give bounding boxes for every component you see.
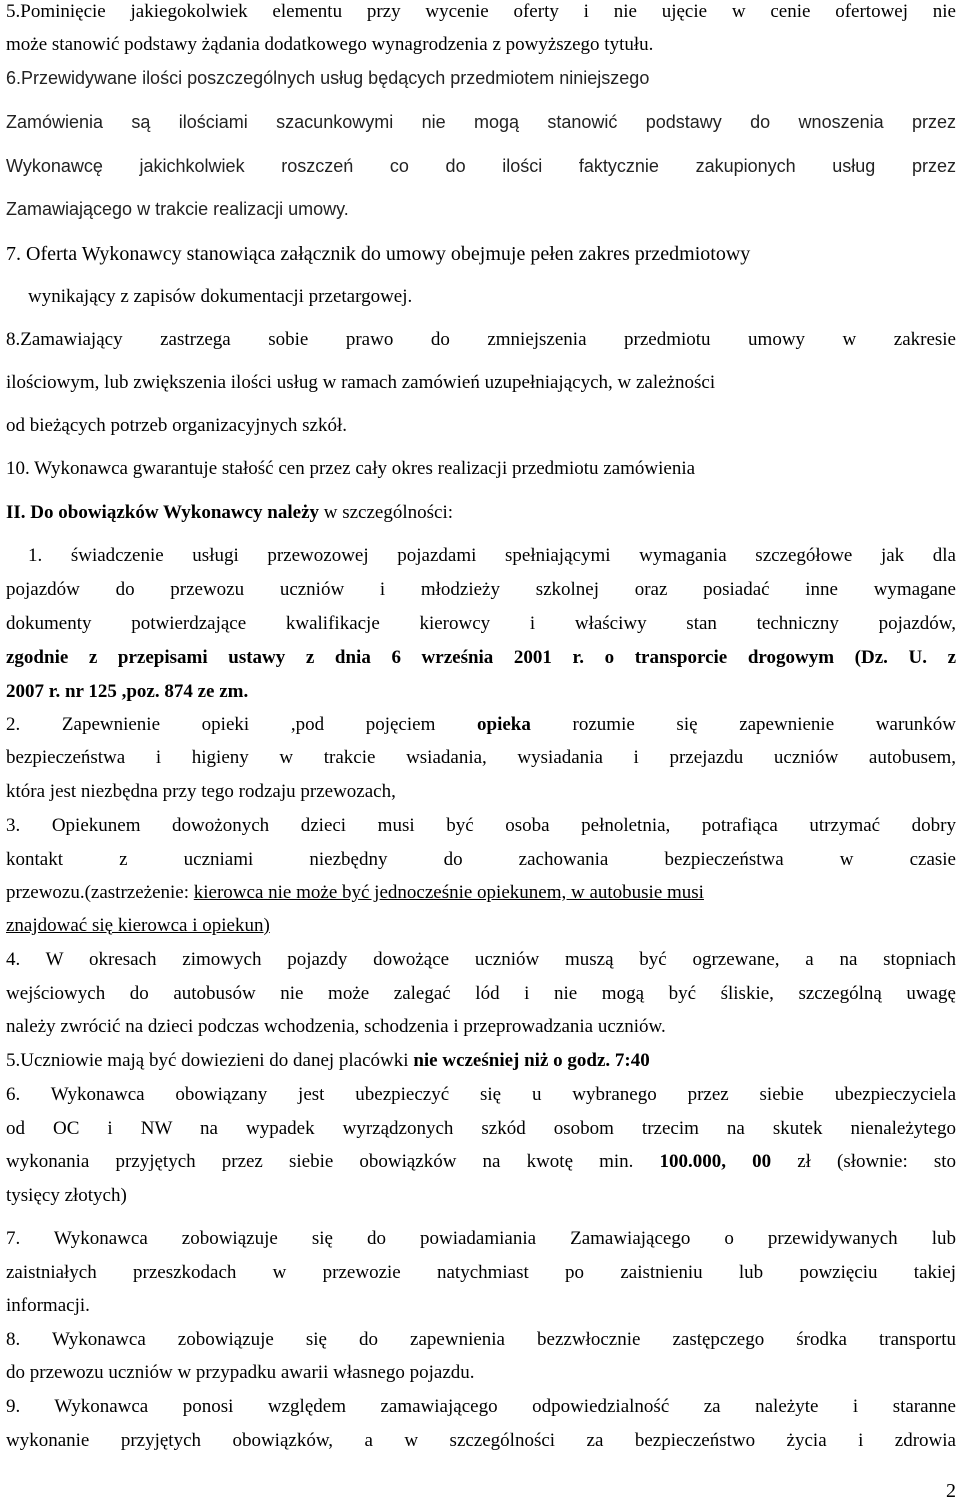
text-line: do przewozu uczniów w przypadku awarii własnego pojazdu. — [6, 1362, 475, 1383]
text-span-underlined: kierowca nie może być jednocześnie opiekunem, w autobusie musi — [193, 882, 704, 903]
text-span-bold: opieka — [477, 714, 531, 735]
text-line: 3. Opiekunem dowożonych dzieci musi być osoba pełnoletnia, potrafiąca utrzymać dobry — [6, 815, 956, 836]
text-span: rozumie się zapewnienie warunków — [530, 714, 956, 735]
text-line: która jest niezbędna przy tego rodzaju przewozach, — [6, 781, 396, 802]
text-line: wykonanie przyjętych obowiązków, a w szczególności za bezpieczeństwo życia i zdrowia — [6, 1430, 956, 1451]
text-line — [6, 881, 956, 905]
text-line: od bieżących potrzeb organizacyjnych szkół. — [6, 415, 347, 436]
text-span-bold: 100.000, 00 — [659, 1151, 772, 1172]
text-line: 1. świadczenie usługi przewozowej pojazdami spełniającymi wymagania szczegółowe jak dla — [28, 545, 956, 566]
text-line: 6.Przewidywane ilości poszczególnych usług będących przedmiotem niniejszego — [6, 68, 650, 88]
text-line: 8.Zamawiający zastrzega sobie prawo do zmniejszenia przedmiotu umowy w zakresie — [6, 329, 956, 350]
text-line: tysięcy złotych) — [6, 1185, 127, 1206]
section-heading-bold: II. Do obowiązków Wykonawcy należy — [6, 502, 319, 523]
text-line: 2007 r. nr 125 ,poz. 874 ze zm. — [6, 681, 249, 702]
text-span: przewozu.(zastrzeżenie: — [6, 882, 194, 903]
text-line: 5.Pominięcie jakiegokolwiek elementu przy wycenie oferty i nie ujęcie w cenie ofertowej nie — [6, 1, 956, 22]
text-line — [6, 713, 956, 737]
text-span-bold: nie wcześniej niż o godz. 7:40 — [413, 1050, 650, 1071]
text-line: 8. Wykonawca zobowiązuje się do zapewnienia bezzwłocznie zastępczego środka transportu — [6, 1329, 956, 1350]
text-line — [6, 1150, 956, 1174]
text-line: może stanowić podstawy żądania dodatkowego wynagrodzenia z powyższego tytułu. — [6, 34, 654, 55]
text-span: wykonania przyjętych przez siebie obowiązków na kwotę min. — [6, 1151, 660, 1172]
text-span: 2. Zapewnienie opieki ,pod pojęciem — [6, 714, 478, 735]
text-line: pojazdów do przewozu uczniów i młodzieży szkolnej oraz posiadać inne wymagane — [6, 579, 956, 600]
text-line: wynikający z zapisów dokumentacji przetargowej. — [28, 286, 413, 307]
text-line: informacji. — [6, 1295, 90, 1316]
text-line: Zamówienia są ilościami szacunkowymi nie mogą stanowić podstawy do wnoszenia przez — [6, 112, 956, 132]
text-line: 9. Wykonawca ponosi względem zamawiającego odpowiedzialność za należyte i staranne — [6, 1396, 956, 1417]
text-line: bezpieczeństwa i higieny w trakcie wsiadania, wysiadania i przejazdu uczniów autobusem, — [6, 747, 956, 768]
text-line: dokumenty potwierdzające kwalifikacje kierowcy i właściwy stan techniczny pojazdów, — [6, 613, 956, 634]
text-line: wejściowych do autobusów nie może zalegać lód i nie mogą być śliskie, szczególną uwagę — [6, 983, 956, 1004]
text-line: 4. W okresach zimowych pojazdy dowożące uczniów muszą być ogrzewane, a na stopniach — [6, 949, 956, 970]
text-line: Wykonawcę jakichkolwiek roszczeń co do ilości faktycznie zakupionych usług przez — [6, 156, 956, 176]
text-line: należy zwrócić na dzieci podczas wchodzenia, schodzenia i przeprowadzania uczniów. — [6, 1016, 666, 1037]
text-span: zł (słownie: sto — [771, 1151, 956, 1172]
text-line — [6, 1049, 956, 1073]
page-number: 2 — [946, 1480, 956, 1502]
text-line: od OC i NW na wypadek wyrządzonych szkód osobom trzecim na skutek nienależytego — [6, 1118, 956, 1139]
section-heading-rest: w szczególności: — [319, 502, 454, 523]
text-line: 7. Wykonawca zobowiązuje się do powiadamiania Zamawiającego o przewidywanych lub — [6, 1228, 956, 1249]
text-line: Zamawiającego w trakcie realizacji umowy. — [6, 199, 349, 219]
text-line: zaistniałych przeszkodach w przewozie natychmiast po zaistnieniu lub powzięciu takiej — [6, 1262, 956, 1283]
text-span: 5.Uczniowie mają być dowiezieni do danej placówki — [6, 1050, 414, 1071]
text-line: kontakt z uczniami niezbędny do zachowania bezpieczeństwa w czasie — [6, 849, 956, 870]
text-line: 10. Wykonawca gwarantuje stałość cen przez cały okres realizacji przedmiotu zamówienia — [6, 458, 696, 479]
text-line: znajdować się kierowca i opiekun) — [6, 915, 270, 936]
text-line: zgodnie z przepisami ustawy z dnia 6 września 2001 r. o transporcie drogowym (Dz. U. z — [6, 647, 956, 668]
text-line: 7. Oferta Wykonawcy stanowiąca załącznik do umowy obejmuje pełen zakres przedmiotowy — [6, 243, 751, 265]
text-line: ilościowym, lub zwiększenia ilości usług w ramach zamówień uzupełniających, w zależności — [6, 372, 716, 393]
section-heading — [6, 501, 956, 525]
text-line: 6. Wykonawca obowiązany jest ubezpieczyć się u wybranego przez siebie ubezpieczyciela — [6, 1084, 956, 1105]
